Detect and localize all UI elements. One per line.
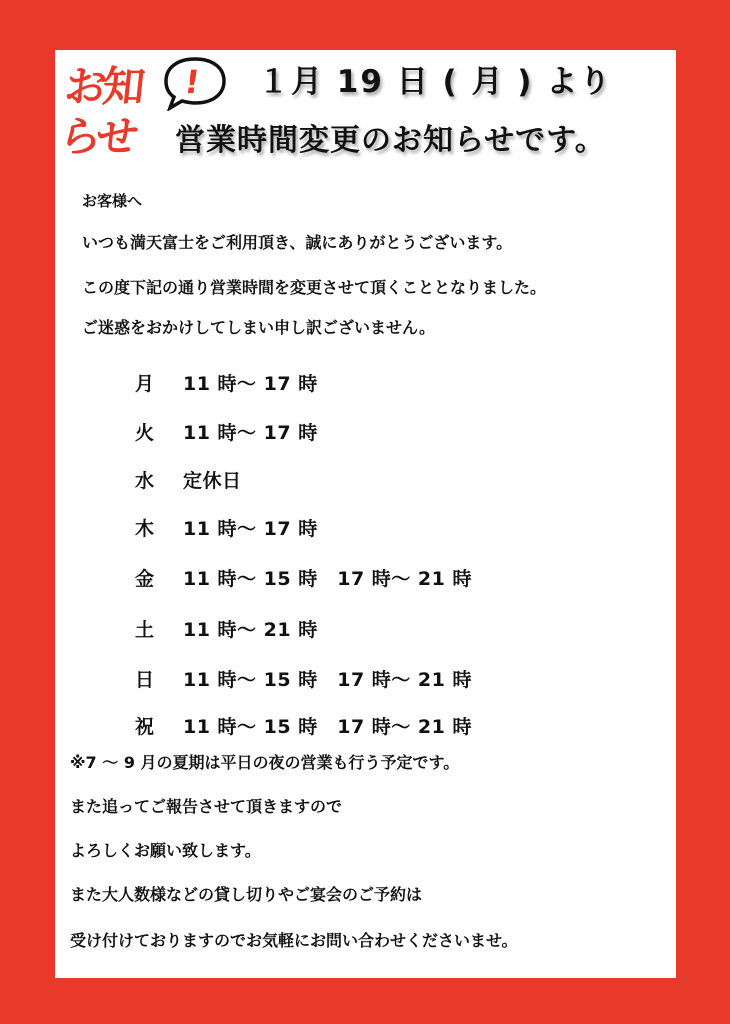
schedule-day: 土 [135, 619, 155, 641]
exclamation-mark: ! [182, 63, 203, 101]
intro-line-3: ご迷惑をおかけしてしまい申し訳ございません。 [82, 318, 435, 337]
logo-line-2: らせ [57, 112, 137, 161]
schedule-row-mon [135, 371, 318, 397]
schedule-row-sat [135, 617, 318, 643]
schedule-row-sun [135, 667, 472, 693]
intro-line-1: いつも満天富士をご利用頂き、誠にありがとうございます。 [82, 233, 513, 252]
schedule-row-fri [135, 566, 472, 592]
schedule-day: 日 [135, 669, 155, 691]
schedule-day: 月 [135, 373, 155, 395]
note-line-4: また大人数様などの貸し切りやご宴会のご予約は [70, 885, 423, 904]
schedule-hours: 11 時～ 21 時 [183, 619, 318, 641]
schedule-hours: 11 時～ 15 時 17 時～ 21 時 [183, 669, 472, 691]
schedule-row-holiday [135, 714, 472, 740]
intro-line-2: この度下記の通り営業時間を変更させて頂くこととなりました。 [82, 278, 547, 297]
schedule-hours: 定休日 [183, 470, 242, 492]
oshirase-logo [57, 64, 166, 164]
schedule-day: 祝 [135, 716, 155, 738]
note-line-3: よろしくお願い致します。 [70, 841, 261, 860]
schedule-day: 木 [135, 518, 155, 540]
note-line-1: ※7 ～ 9 月の夏期は平日の夜の営業も行う予定です。 [70, 753, 460, 772]
note-line-5: 受け付けておりますのでお気軽にお問い合わせくださいませ。 [70, 931, 518, 950]
greeting: お客様へ [82, 192, 143, 210]
exclamation-bubble-icon [162, 55, 228, 111]
schedule-hours: 11 時～ 15 時 17 時～ 21 時 [183, 716, 472, 738]
note-line-2: また追ってご報告させて頂きますので [70, 797, 343, 816]
schedule-hours: 11 時～ 15 時 17 時～ 21 時 [183, 568, 472, 590]
schedule-day: 火 [135, 422, 155, 444]
schedule-row-thu [135, 516, 318, 542]
effective-date: １月 19 日 ( 月 ) より [258, 64, 613, 100]
notice-card [55, 50, 676, 978]
logo-line-1: お知 [62, 62, 144, 111]
schedule-hours: 11 時～ 17 時 [183, 373, 318, 395]
schedule-hours: 11 時～ 17 時 [183, 422, 318, 444]
schedule-row-wed [135, 468, 242, 494]
schedule-hours: 11 時～ 17 時 [183, 518, 318, 540]
schedule-row-tue [135, 420, 318, 446]
schedule-day: 金 [135, 568, 155, 590]
schedule-day: 水 [135, 470, 155, 492]
page-title: 営業時間変更のお知らせです。 [175, 123, 606, 158]
